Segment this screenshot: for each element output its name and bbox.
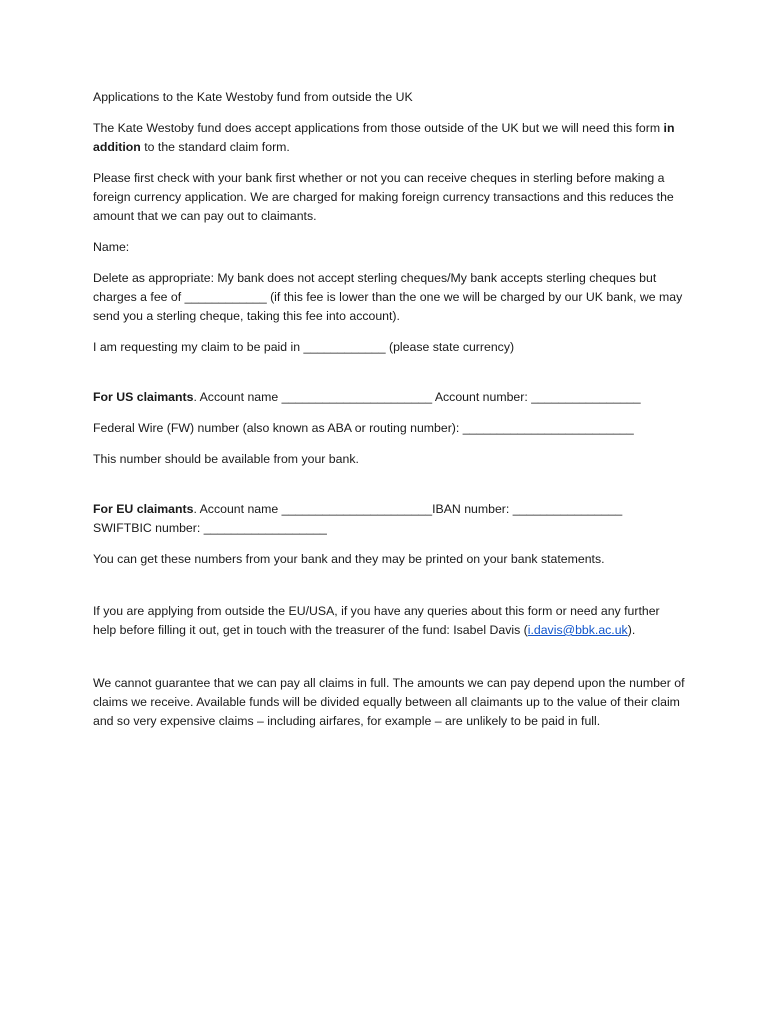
outside-text: If you are applying from outside the EU/USA, if you have any queries about this form or need any further help before filling it out, get in touch with the treasurer of the fund: Isabel Davis ( [93,604,660,637]
document-title: Applications to the Kate Westoby fund from outside the UK [93,90,413,104]
bank-check-paragraph: Please first check with your bank first whether or not you can receive cheques in sterling before making a foreign currency application. We are charged for making foreign currency transactions and this reduces the amount that we can pay out to claimants. [93,171,674,223]
document-body [93,88,685,743]
federal-wire-line: Federal Wire (FW) number (also known as ABA or routing number): _________________________ [93,421,634,435]
intro-paragraph [93,119,685,157]
currency-request-line: I am requesting my claim to be paid in ____________ (please state currency) [93,340,515,354]
intro-text-start: The Kate Westoby fund does accept applications from those outside of the UK but we will need this form [93,121,664,135]
eu-claimants-line [93,500,685,538]
treasurer-email-link[interactable]: i.davis@bbk.ac.uk [527,623,628,637]
name-field-label: Name: [93,240,130,254]
outside-eu-usa-paragraph [93,602,685,640]
bank-availability-note: This number should be available from your bank. [93,452,359,466]
us-claimants-line [93,388,685,407]
eu-account-fields: . Account name ______________________IBAN number: ________________ [193,502,623,516]
us-claimants-heading: For US claimants [93,390,194,404]
intro-bold-text: in addition [93,121,675,154]
swift-bic-field: SWIFTBIC number: __________________ [93,521,327,535]
us-account-fields: . Account name ______________________ Account number: ________________ [193,390,641,404]
intro-text-end: to the standard claim form. [140,140,290,154]
eu-claimants-heading: For EU claimants [93,502,194,516]
outside-text-end: ). [627,623,636,637]
eu-numbers-note: You can get these numbers from your bank and they may be printed on your bank statements. [93,552,605,566]
guarantee-paragraph: We cannot guarantee that we can pay all claims in full. The amounts we can pay depend upon the number of claims we receive. Available funds will be divided equally between all claimants up to the value of their claim and so very expensive claims – including airfares, for example – are unlikely to be paid in full. [93,676,685,728]
delete-appropriate-paragraph: Delete as appropriate: My bank does not accept sterling cheques/My bank accepts sterling cheques but charges a fee of ____________ (if this fee is lower than the one we will be charged by our UK bank, we may send you a sterling cheque, taking this fee into account). [93,271,683,323]
